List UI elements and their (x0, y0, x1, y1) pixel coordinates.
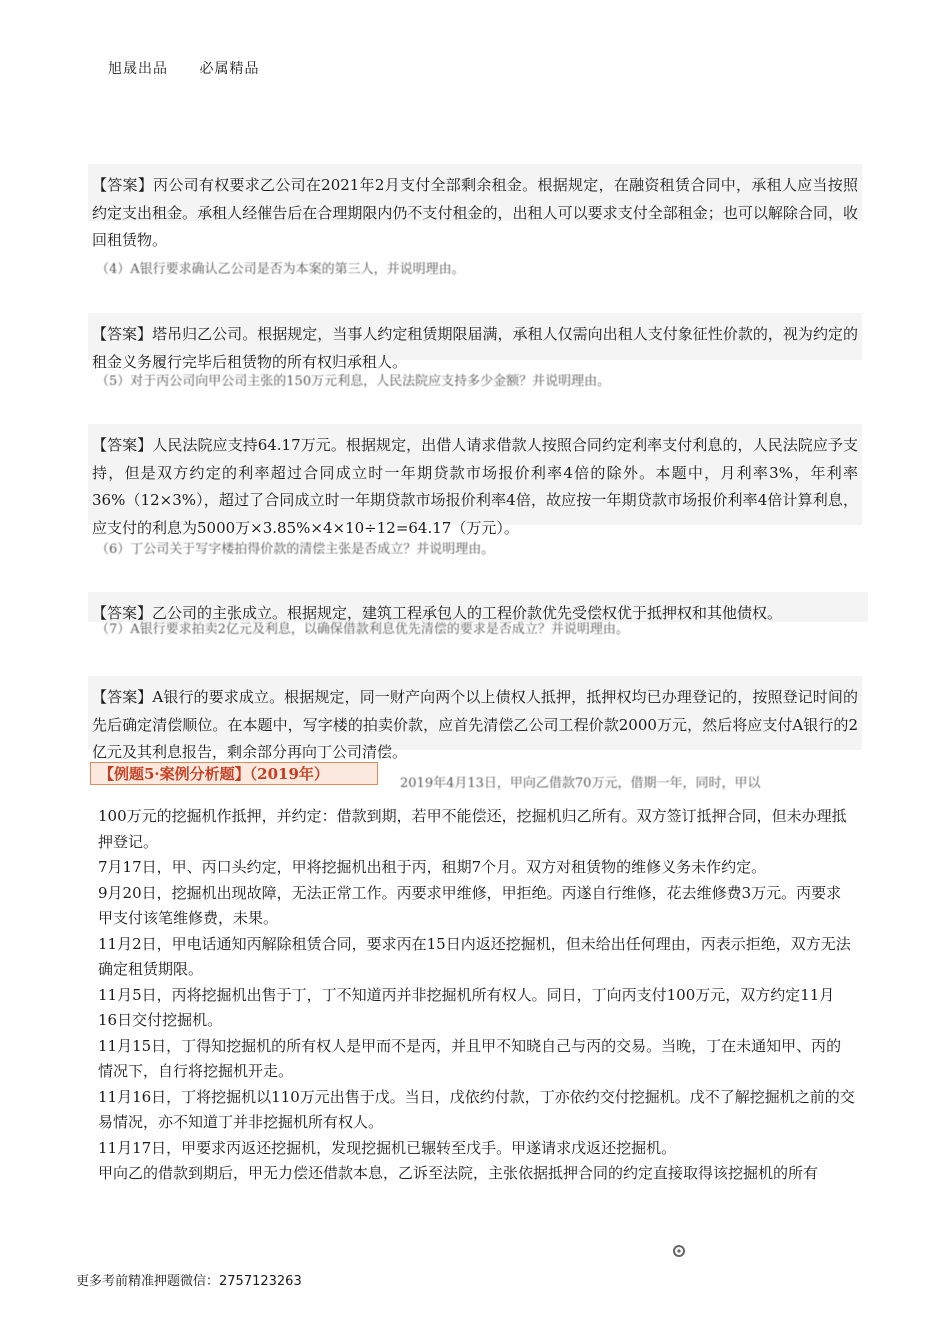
cut-question-line: （4）A银行要求确认乙公司是否为本案的第三人，并说明理由。 (96, 262, 465, 277)
example-paragraph: 100万元的挖掘机作抵押，并约定：借款到期，若甲不能偿还，挖掘机归乙所有。双方签订抵押合同，但未办理抵押登记。 (98, 807, 847, 851)
answer-block-1 (88, 164, 862, 249)
header-right: 必属精品 (199, 61, 260, 77)
example-body (98, 804, 856, 1186)
example-paragraph: 9月20日，挖掘机出现故障，无法正常工作。丙要求甲维修，甲拒绝。丙遂自行维修，花去维修费3万元。丙要求甲支付该笔维修费，未果。 (98, 883, 842, 927)
cut-question-line: （6）丁公司关于写字楼拍得价款的清偿主张是否成立？并说明理由。 (96, 542, 495, 557)
page-header (108, 58, 285, 78)
example-paragraph: 11月17日，甲要求丙返还挖掘机，发现挖掘机已辗转至戊手。甲遂请求戊返还挖掘机。 (98, 1138, 677, 1157)
example-paragraph: 7月17日，甲、丙口头约定，甲将挖掘机出租于丙，租期7个月。双方对租赁物的维修义务未作约定。 (98, 858, 767, 876)
example-title: 【例题5·案例分析题】（2019年） (90, 762, 378, 785)
answer-block-3 (88, 424, 862, 537)
answer-text: 【答案】乙公司的主张成立。根据规定，建筑工程承包人的工程价款优先受偿权优于抵押权和其他债权。 (92, 604, 783, 622)
example-intro-cut: 2019年4月13日，甲向乙借款70万元，借期一年，同时，甲以 (400, 776, 761, 791)
answer-text: 【答案】A银行的要求成立。根据规定，同一财产向两个以上债权人抵押，抵押权均已办理登记的，按照登记时间的先后确定清偿顺位。在本题中，写字楼的拍卖价款，应首先清偿乙公司工程价款2000万元，然后将应支付A银行的2亿元及其利息报告，剩余部分再向丁公司清偿。 (92, 688, 858, 761)
example-paragraph: 11月15日，丁得知挖掘机的所有权人是甲而不是丙，并且甲不知晓自己与丙的交易。当晚，丁在未通知甲、丙的情况下，自行将挖掘机开走。 (98, 1036, 842, 1080)
header-left: 旭晟出品 (108, 61, 168, 77)
answer-block-5 (88, 676, 862, 761)
stamp-icon (672, 1244, 686, 1258)
cut-question-line: （5）对于丙公司向甲公司主张的150万元利息，人民法院应支持多少金额？并说明理由。 (96, 374, 611, 389)
example-paragraph: 11月2日，甲电话通知丙解除租赁合同，要求丙在15日内返还挖掘机，但未给出任何理由，丙表示拒绝，双方无法确定租赁期限。 (98, 934, 851, 978)
answer-text: 【答案】塔吊归乙公司。根据规定，当事人约定租赁期限届满，承租人仅需向出租人支付象征性价款的，视为约定的租金义务履行完毕后租赁物的所有权归承租人。 (92, 325, 858, 371)
example-paragraph: 16日交付挖掘机。 (98, 1011, 223, 1029)
answer-text: 【答案】丙公司有权要求乙公司在2021年2月支付全部剩余租金。根据规定，在融资租赁合同中，承租人应当按照约定支出租金。承租人经催告后在合理期限内仍不支付租金的，出租人可以要求支付全部租金；也可以解除合同，收回租赁物。 (92, 176, 858, 249)
example-paragraph: 11月16日，丁将挖掘机以110万元出售于戊。当日，戊依约付款，丁亦依约交付挖掘机。戊不了解挖掘机之前的交易情况，亦不知道丁并非挖掘机所有权人。 (98, 1087, 855, 1131)
cut-question-line: （7）A银行要求拍卖2亿元及利息，以确保借款利息优先清偿的要求是否成立？并说明理由。 (96, 622, 629, 637)
example-paragraph: 11月5日，丙将挖掘机出售于丁，丁不知道丙并非挖掘机所有权人。同日，丁向丙支付100万元，双方约定11月 (98, 985, 835, 1004)
example-paragraph: 甲向乙的借款到期后，甲无力偿还借款本息，乙诉至法院，主张依据抵押合同的约定直接取得该挖掘机的所有 (98, 1164, 819, 1182)
footer-contact: 更多考前精准押题微信：2757123263 (76, 1274, 302, 1289)
answer-block-2 (88, 313, 862, 371)
answer-text: 【答案】人民法院应支持64.17万元。根据规定，出借人请求借款人按照合同约定利率支付利息的，人民法院应予支持，但是双方约定的利率超过合同成立时一年期贷款市场报价利率4倍的除外。本题中，月利率3%，年利率36%（12×3%），超过了合同成立时一年期贷款市场报价利率4倍，故应按一年期贷款市场报价利率4倍计算利息，应支付的利息为5000万×3.85%×4×10÷12=64.17（万元）。 (92, 436, 858, 537)
